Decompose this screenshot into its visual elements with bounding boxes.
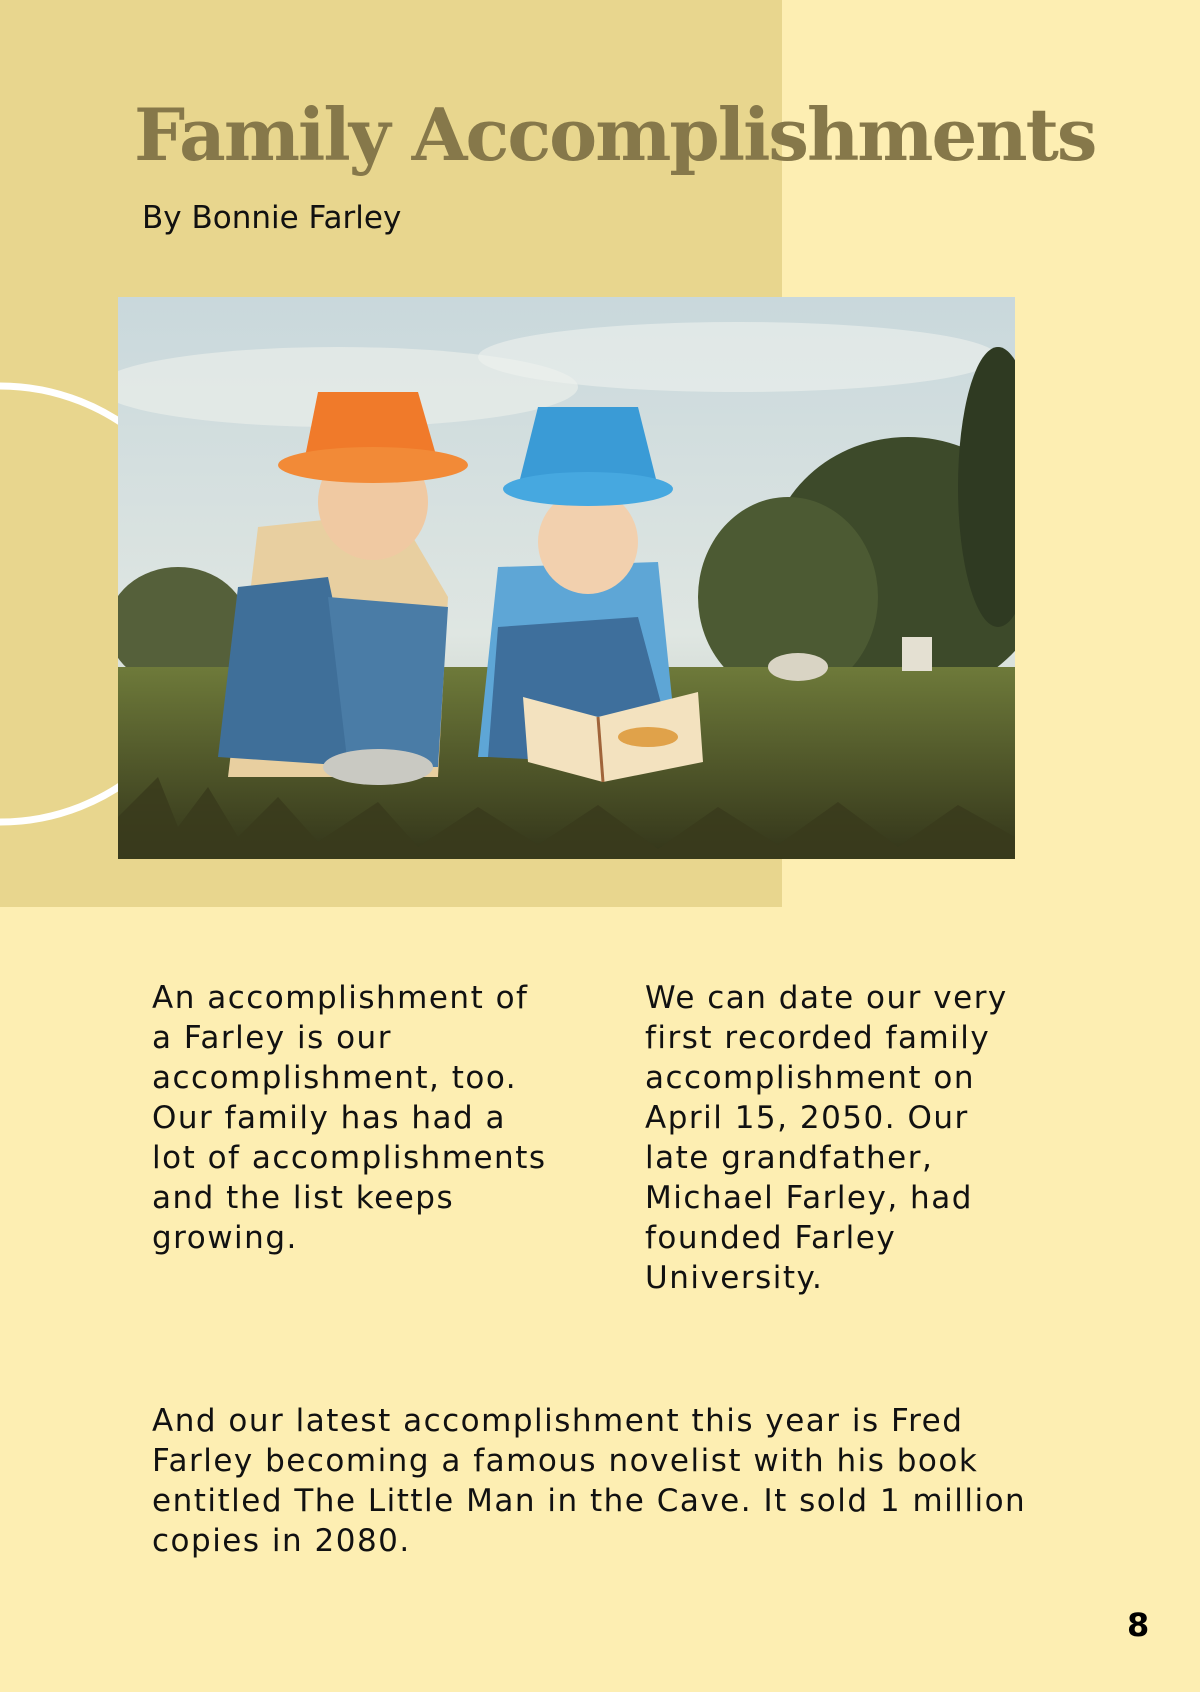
paragraph-right-column: We can date our very first recorded family accomplishment on April 15, 2050. Our late grandfather, Michael Farley, had founded Farley University. — [645, 980, 1008, 1296]
page-title: Family Accomplishments — [134, 92, 1096, 177]
paragraph-left-column: An accomplishment of a Farley is our accomplishment, too. Our family has had a lot of accomplishments and the list keeps growing. — [152, 980, 547, 1256]
paragraph-bottom: And our latest accomplishment this year is Fred Farley becoming a famous novelist with his book entitled The Little Man in the Cave. It sold 1 million copies in 2080. — [152, 1403, 1027, 1559]
byline: By Bonnie Farley — [142, 200, 402, 236]
page-number: 8 — [1127, 1606, 1150, 1644]
photo-children-reading — [118, 297, 1015, 859]
